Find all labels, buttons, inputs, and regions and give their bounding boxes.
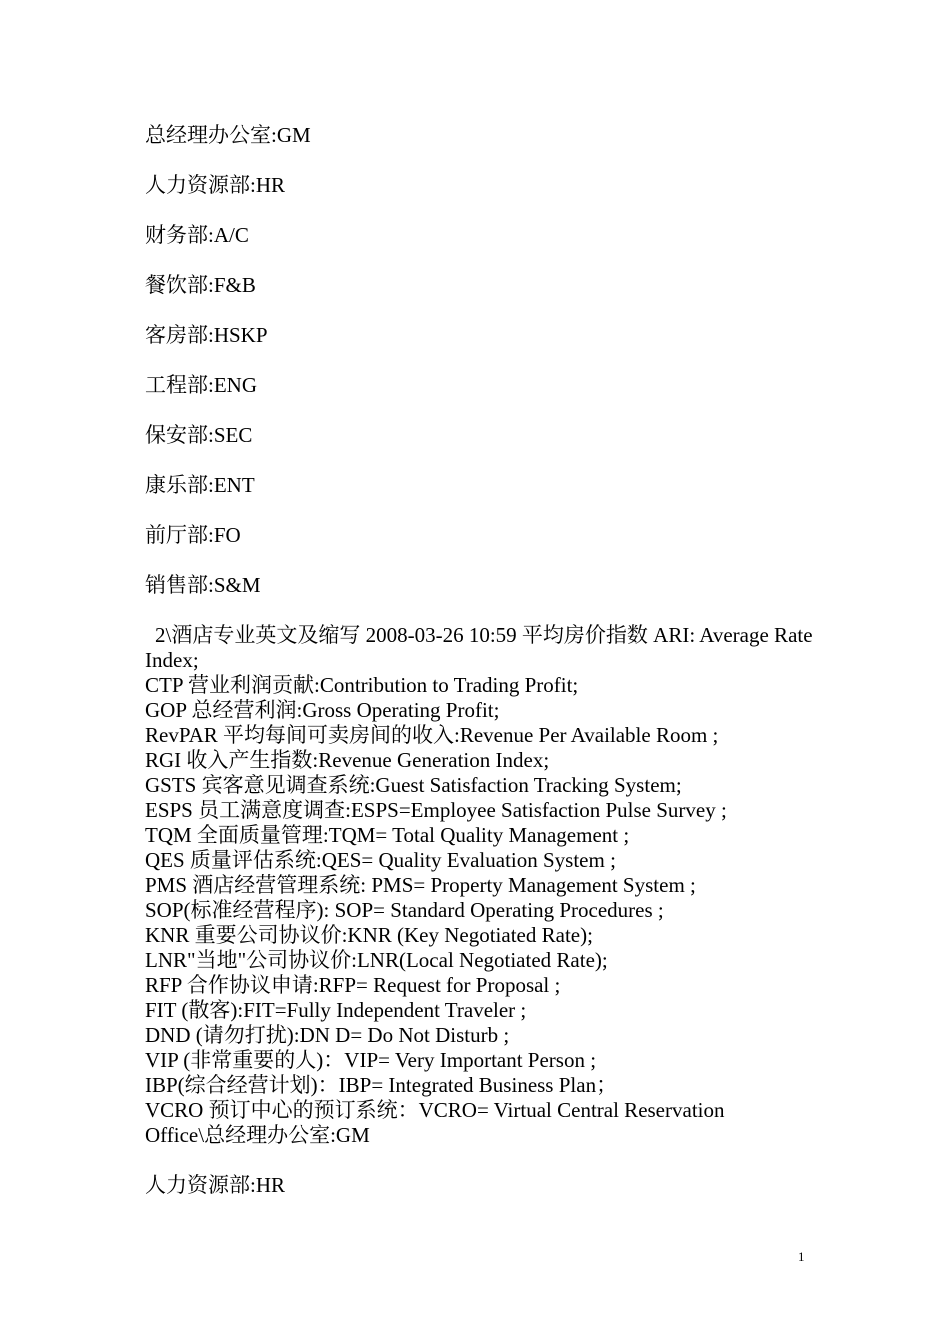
department-item-ac: 财务部:A/C xyxy=(145,223,249,247)
abbreviation-line: KNR 重要公司协议价:KNR (Key Negotiated Rate); xyxy=(145,923,593,947)
abbreviation-line: RFP 合作协议申请:RFP= Request for Proposal ; xyxy=(145,973,561,997)
page-content xyxy=(145,123,815,1198)
page-number: 1 xyxy=(798,1249,805,1264)
abbreviation-line: DND (请勿打扰):DN D= Do Not Disturb ; xyxy=(145,1023,510,1047)
abbreviation-line: FIT (散客):FIT=Fully Independent Traveler ; xyxy=(145,998,527,1022)
abbreviation-line: TQM 全面质量管理:TQM= Total Quality Management ; xyxy=(145,823,630,847)
abbreviation-line: CTP 营业利润贡献:Contribution to Trading Profit; xyxy=(145,673,579,697)
abbreviation-line: ESPS 员工满意度调查:ESPS=Employee Satisfaction Pulse Survey ; xyxy=(145,798,727,822)
department-item-hskp: 客房部:HSKP xyxy=(145,323,268,347)
department-item-sec: 保安部:SEC xyxy=(145,423,253,447)
department-item-sm: 销售部:S&M xyxy=(145,573,261,597)
abbreviation-line: VCRO 预订中心的预订系统：VCRO= Virtual Central Reservation xyxy=(145,1098,725,1122)
abbreviation-line: GOP 总经营利润:Gross Operating Profit; xyxy=(145,698,500,722)
department-item-eng: 工程部:ENG xyxy=(145,373,257,397)
department-item-gm: 总经理办公室:GM xyxy=(145,123,311,147)
department-item-ent: 康乐部:ENT xyxy=(145,473,255,497)
trailing-department-line: 人力资源部:HR xyxy=(145,1173,286,1197)
department-item-hr: 人力资源部:HR xyxy=(145,173,286,197)
department-list xyxy=(145,123,815,598)
department-item-fo: 前厅部:FO xyxy=(145,523,241,547)
abbreviation-line: SOP(标准经营程序): SOP= Standard Operating Procedures ; xyxy=(145,898,664,922)
abbreviation-line: GSTS 宾客意见调查系统:Guest Satisfaction Tracking System; xyxy=(145,773,682,797)
abbreviation-line: IBP(综合经营计划)：IBP= Integrated Business Plan； xyxy=(145,1073,618,1097)
abbreviation-line: VIP (非常重要的人)：VIP= Very Important Person ; xyxy=(145,1048,597,1072)
abbreviation-line: RGI 收入产生指数:Revenue Generation Index; xyxy=(145,748,550,772)
department-item-fb: 餐饮部:F&B xyxy=(145,273,256,297)
abbreviation-list xyxy=(145,623,815,1148)
abbreviation-line: LNR"当地"公司协议价:LNR(Local Negotiated Rate); xyxy=(145,948,608,972)
abbreviation-line: Office\总经理办公室:GM xyxy=(145,1123,370,1147)
abbreviation-line: PMS 酒店经营管理系统: PMS= Property Management System ; xyxy=(145,873,696,897)
abbreviation-heading-line: 2\酒店专业英文及缩写 2008-03-26 10:59 平均房价指数 ARI: Average Rate Index; xyxy=(145,623,813,672)
abbreviation-line: QES 质量评估系统:QES= Quality Evaluation System ; xyxy=(145,848,616,872)
abbreviation-line: RevPAR 平均每间可卖房间的收入:Revenue Per Available Room ; xyxy=(145,723,719,747)
